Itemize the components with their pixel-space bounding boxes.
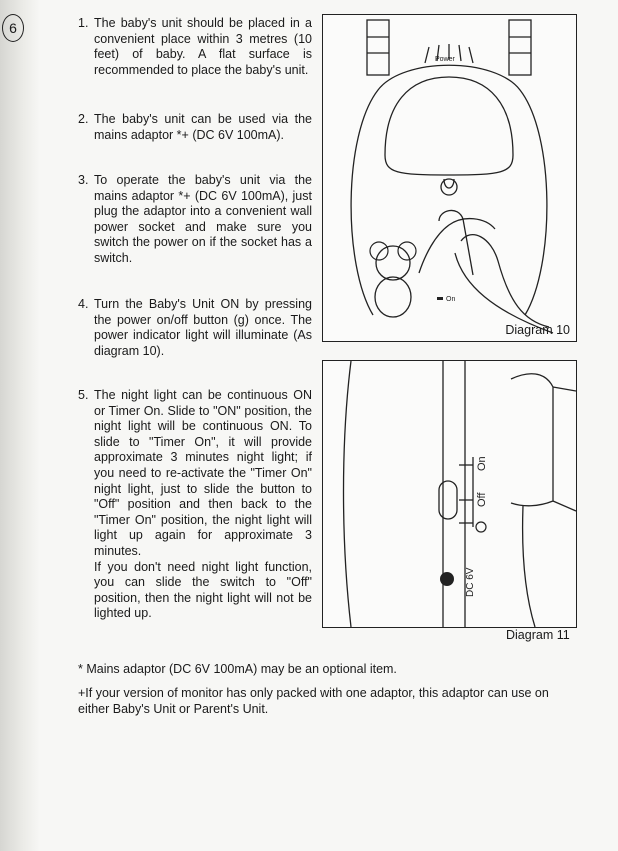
step-5 [78,388,312,622]
step-text: Turn the Baby's Unit ON by pressing the power on/off button (g) once. The power indicator light will illuminate (As diagram 10). [94,297,312,358]
footnote-plus: +If your version of monitor has only packed with one adaptor, this adaptor can use on either Baby's Unit or Parent's Unit. [78,686,549,716]
diagram-11-caption: Diagram 11 [506,628,570,642]
on-label: On [446,296,456,303]
dc-jack-icon [440,572,454,586]
dc-6v-label: DC 6V [465,567,476,597]
power-label: Power [435,56,455,63]
page-binding-edge [0,0,40,851]
step-number: 2. [78,112,89,126]
diagram-11 [322,360,577,628]
step-text: The baby's unit should be placed in a convenient place within 3 metres (10 feet) of baby. A flat surface is recommended to place the baby's unit. [94,16,312,77]
teddy-bear-icon [376,246,410,280]
step-number: 5. [78,388,89,402]
step-number: 4. [78,297,89,311]
timer-icon [476,522,486,532]
baby-unit-side-illustration [323,361,576,627]
step-text: The baby's unit can be used via the mains adaptor *+ (DC 6V 100mA). [94,112,312,142]
step-2 [78,112,312,143]
step-4 [78,297,312,359]
off-switch-label: Off [476,492,488,507]
step-text-2: If you don't need night light function, you can slide the switch to "Off" position, then the night light will not be lighted up. [94,559,312,621]
footnote-star: * Mains adaptor (DC 6V 100mA) may be an optional item. [78,662,397,676]
diagram-10 [322,14,577,342]
teddy-bear-ear-icon [370,242,388,260]
diagram-10-caption: Diagram 10 [505,323,570,337]
step-number: 3. [78,173,89,187]
step-text: The night light can be continuous ON or Timer On. Slide to "ON" position, the night light will be continuous ON. To slide to "Timer On", it will provide approximate 3 minutes night light; if you need to re-activate the "Timer On" night light, just to slide the button to "Off" position and then back to the "Timer On" position, the night light will light up again for approximate 3 minutes. [94,388,312,558]
step-text: To operate the baby's unit via the mains adaptor *+ (DC 6V 100mA), just plug the adaptor into a convenient wall power socket and make sure you switch the power on if the socket has a switch. [94,173,312,265]
step-1 [78,16,312,78]
baby-unit-front-illustration [323,15,576,341]
page-number: 6 [2,14,24,42]
step-3 [78,173,312,267]
step-number: 1. [78,16,89,30]
on-switch-label: On [476,456,488,471]
